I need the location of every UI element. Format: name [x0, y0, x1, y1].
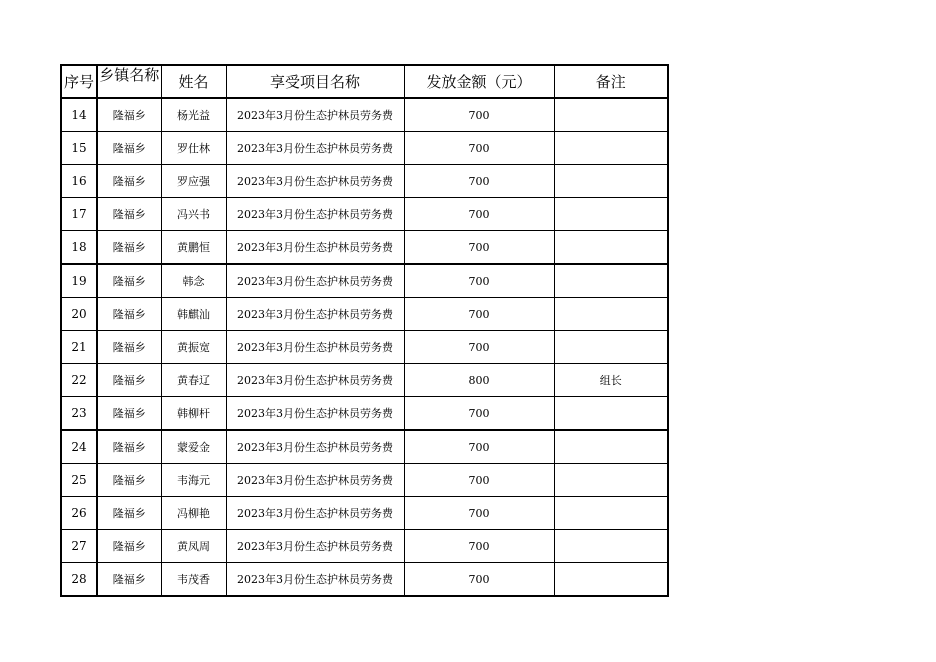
cell-amount: 700: [404, 132, 554, 165]
cell-remark: [554, 397, 668, 431]
cell-name: 韩麒汕: [161, 298, 226, 331]
payment-table: [60, 64, 669, 597]
table-row: [61, 497, 668, 530]
cell-amount: 700: [404, 331, 554, 364]
cell-amount: 700: [404, 264, 554, 298]
cell-project: 2023年3月份生态护林员劳务费: [226, 231, 404, 265]
cell-seq: 23: [61, 397, 97, 431]
cell-township: 隆福乡: [97, 397, 161, 431]
cell-seq: 24: [61, 430, 97, 464]
cell-township: 隆福乡: [97, 530, 161, 563]
header-remark: 备注: [554, 65, 668, 98]
cell-project: 2023年3月份生态护林员劳务费: [226, 563, 404, 597]
cell-project: 2023年3月份生态护林员劳务费: [226, 364, 404, 397]
header-name: 姓名: [161, 65, 226, 98]
cell-township: 隆福乡: [97, 563, 161, 597]
cell-name: 韩念: [161, 264, 226, 298]
cell-amount: 700: [404, 397, 554, 431]
cell-amount: 700: [404, 464, 554, 497]
cell-township: 隆福乡: [97, 264, 161, 298]
cell-name: 罗应强: [161, 165, 226, 198]
cell-name: 罗仕林: [161, 132, 226, 165]
cell-name: 蒙爱金: [161, 430, 226, 464]
table-row: [61, 231, 668, 265]
header-township-label: 乡镇名称: [99, 66, 160, 84]
cell-project: 2023年3月份生态护林员劳务费: [226, 264, 404, 298]
table-row: [61, 331, 668, 364]
cell-township: 隆福乡: [97, 364, 161, 397]
cell-remark: [554, 231, 668, 265]
cell-project: 2023年3月份生态护林员劳务费: [226, 397, 404, 431]
cell-amount: 800: [404, 364, 554, 397]
cell-township: 隆福乡: [97, 430, 161, 464]
cell-project: 2023年3月份生态护林员劳务费: [226, 331, 404, 364]
cell-amount: 700: [404, 198, 554, 231]
cell-project: 2023年3月份生态护林员劳务费: [226, 497, 404, 530]
cell-seq: 19: [61, 264, 97, 298]
cell-project: 2023年3月份生态护林员劳务费: [226, 464, 404, 497]
cell-project: 2023年3月份生态护林员劳务费: [226, 98, 404, 132]
cell-amount: 700: [404, 98, 554, 132]
cell-amount: 700: [404, 165, 554, 198]
cell-seq: 18: [61, 231, 97, 265]
cell-remark: [554, 497, 668, 530]
table-row: [61, 165, 668, 198]
cell-seq: 14: [61, 98, 97, 132]
table-row: [61, 264, 668, 298]
cell-seq: 26: [61, 497, 97, 530]
cell-name: 韦海元: [161, 464, 226, 497]
table-row: [61, 132, 668, 165]
cell-name: 黄振宽: [161, 331, 226, 364]
cell-remark: [554, 464, 668, 497]
header-row: [61, 65, 668, 98]
cell-project: 2023年3月份生态护林员劳务费: [226, 430, 404, 464]
cell-name: 冯柳艳: [161, 497, 226, 530]
cell-amount: 700: [404, 231, 554, 265]
cell-remark: [554, 331, 668, 364]
cell-remark: [554, 98, 668, 132]
cell-name: 杨光益: [161, 98, 226, 132]
cell-remark: [554, 430, 668, 464]
cell-project: 2023年3月份生态护林员劳务费: [226, 132, 404, 165]
cell-remark: 组长: [554, 364, 668, 397]
cell-township: 隆福乡: [97, 464, 161, 497]
cell-township: 隆福乡: [97, 198, 161, 231]
cell-seq: 20: [61, 298, 97, 331]
cell-township: 隆福乡: [97, 331, 161, 364]
cell-township: 隆福乡: [97, 132, 161, 165]
table-body: [61, 98, 668, 596]
cell-amount: 700: [404, 430, 554, 464]
cell-amount: 700: [404, 497, 554, 530]
cell-remark: [554, 298, 668, 331]
cell-seq: 16: [61, 165, 97, 198]
cell-amount: 700: [404, 298, 554, 331]
cell-name: 黄春辽: [161, 364, 226, 397]
cell-seq: 28: [61, 563, 97, 597]
table-row: [61, 430, 668, 464]
cell-amount: 700: [404, 530, 554, 563]
cell-seq: 15: [61, 132, 97, 165]
payment-sheet: [60, 64, 669, 597]
cell-seq: 21: [61, 331, 97, 364]
cell-project: 2023年3月份生态护林员劳务费: [226, 530, 404, 563]
cell-project: 2023年3月份生态护林员劳务费: [226, 198, 404, 231]
cell-township: 隆福乡: [97, 298, 161, 331]
cell-name: 韩柳杆: [161, 397, 226, 431]
cell-township: 隆福乡: [97, 231, 161, 265]
header-seq: 序号: [61, 65, 97, 98]
cell-seq: 25: [61, 464, 97, 497]
cell-name: 韦茂香: [161, 563, 226, 597]
cell-amount: 700: [404, 563, 554, 597]
cell-township: 隆福乡: [97, 98, 161, 132]
cell-name: 黄凤周: [161, 530, 226, 563]
cell-project: 2023年3月份生态护林员劳务费: [226, 298, 404, 331]
cell-seq: 22: [61, 364, 97, 397]
cell-seq: 27: [61, 530, 97, 563]
table-row: [61, 563, 668, 597]
cell-remark: [554, 165, 668, 198]
cell-township: 隆福乡: [97, 497, 161, 530]
header-amount: 发放金额（元）: [404, 65, 554, 98]
cell-remark: [554, 132, 668, 165]
cell-remark: [554, 264, 668, 298]
table-row: [61, 364, 668, 397]
cell-township: 隆福乡: [97, 165, 161, 198]
table-row: [61, 397, 668, 431]
header-project: 享受项目名称: [226, 65, 404, 98]
cell-remark: [554, 563, 668, 597]
cell-name: 黄鹏恒: [161, 231, 226, 265]
cell-remark: [554, 530, 668, 563]
cell-remark: [554, 198, 668, 231]
cell-project: 2023年3月份生态护林员劳务费: [226, 165, 404, 198]
header-township: [97, 65, 161, 98]
table-row: [61, 98, 668, 132]
cell-name: 冯兴书: [161, 198, 226, 231]
table-row: [61, 198, 668, 231]
table-row: [61, 530, 668, 563]
cell-seq: 17: [61, 198, 97, 231]
table-row: [61, 298, 668, 331]
table-row: [61, 464, 668, 497]
